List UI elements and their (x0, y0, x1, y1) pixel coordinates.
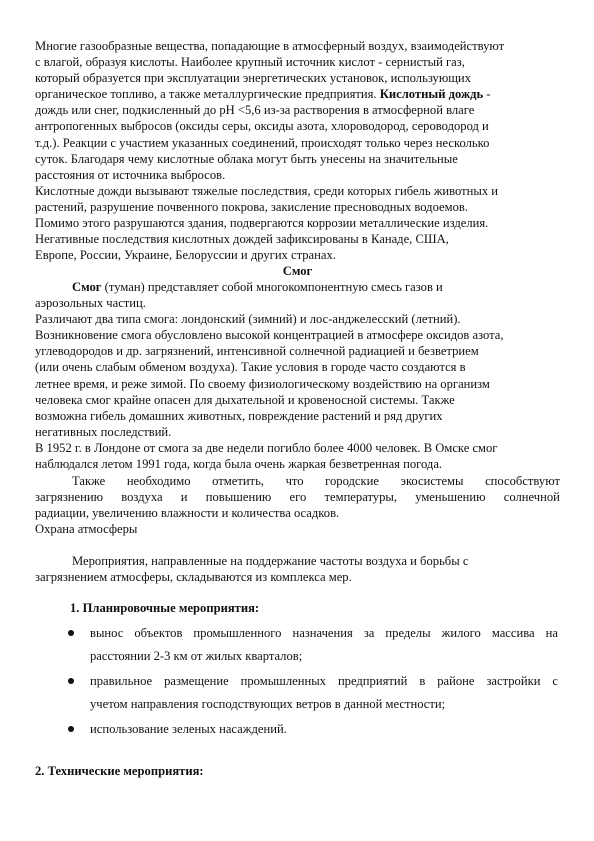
word: предприятий (337, 674, 408, 688)
paragraph-acid-rain-effects (35, 183, 560, 263)
paragraph-ecosystems (35, 473, 560, 537)
word: назначения (292, 626, 353, 640)
text-line: который образуется при эксплуатации энергетических установок, использующих (35, 71, 471, 86)
text-line: использование зеленых насаждений. (90, 722, 287, 736)
word: уменьшению (415, 490, 486, 505)
word: районе (437, 674, 475, 688)
smog-heading: Смог (282, 264, 313, 278)
text-line: Европе, России, Украине, Белоруссии и других странах. (35, 248, 336, 263)
word: что (285, 474, 304, 488)
text-line: Мероприятия, направленные на поддержание частоты воздуха и борьбы с (72, 554, 469, 568)
text-line: аэрозольных частиц. (35, 296, 146, 311)
word: жилого (441, 626, 481, 640)
word: вынос (90, 626, 124, 640)
text-line: растений, разрушение почвенного покрова, закисление пресноводных водоемов. (35, 200, 468, 215)
list-title-planning: 1. Планировочные мероприятия: (70, 601, 260, 615)
text-line: углеводородов и др. загрязнений, интенсивной солнечной радиацией и безветрием (35, 344, 479, 359)
justified-line (90, 670, 558, 693)
word: в (419, 674, 426, 688)
bullet-icon (68, 630, 74, 636)
word: и (180, 490, 188, 505)
word: промышленных (240, 674, 326, 688)
paragraph-measures (35, 553, 560, 585)
word: массива (491, 626, 535, 640)
text-line: загрязнением атмосферы, складываются из комплекса мер. (35, 570, 352, 585)
word: необходимо (126, 474, 191, 488)
text-line: Негативные последствия кислотных дождей зафиксированы в Канаде, США, (35, 232, 449, 247)
text-line: наблюдался летом 1991 года, когда была очень жаркая безветренная погода. (35, 457, 443, 472)
text-line: Возникновение смога обусловлено высокой концентрацией в атмосфере оксидов азота, (35, 328, 504, 343)
acid-rain-term: Кислотный дождь (379, 87, 484, 102)
text-span: - (483, 87, 491, 102)
justified-line (90, 622, 558, 645)
text-line: (или очень слабым обменом воздуха). Такие условия в городе часто создаются в (35, 360, 466, 375)
text-span: органическое топливо, а также металлургические предприятия. (35, 87, 377, 102)
text-line: Кислотные дожди вызывают тяжелые последствия, среди которых гибель животных и (35, 184, 499, 198)
text-line: негативных последствий. (35, 424, 172, 439)
word: застройки (486, 674, 541, 688)
word: городские (325, 474, 379, 488)
list-item-text (90, 718, 558, 741)
list-item-text (90, 670, 558, 716)
text-line: В 1952 г. в Лондоне от смога за две недели погибло более 4000 человек. В Омске смог (35, 440, 498, 455)
text-line: Многие газообразные вещества, попадающие в атмосферный воздух, взаимодействуют (35, 39, 505, 53)
list-item (58, 622, 558, 668)
paragraph-acids (35, 38, 560, 183)
text-line: летнее время, и реже зимой. По своему физиологическому воздействию на организм (35, 376, 490, 391)
paragraph-smog (35, 279, 560, 472)
text-line: суток. Благодаря чему кислотные облака могут быть унесены на значительные (35, 151, 458, 166)
text-line: антропогенных выбросов (оксиды серы, оксиды азота, хлороводород, сероводород и (35, 119, 489, 134)
word: повышению (205, 490, 272, 505)
bullet-icon (68, 678, 74, 684)
text-line: дождь или снег, подкисленный до pH <5,6 из-за растворения в атмосферной влаге (35, 103, 475, 118)
word: загрязнению (35, 490, 104, 505)
text-line: расстояния от источника выбросов. (35, 167, 226, 182)
word: температуры, (324, 490, 397, 505)
word: способствуют (485, 474, 560, 488)
text-line: с влагой, образуя кислоты. Наиболее крупный источник кислот - сернистый газ, (35, 55, 465, 70)
list-title-technical: 2. Технические мероприятия: (35, 764, 204, 778)
word: его (289, 490, 307, 505)
word: за (363, 626, 375, 640)
word: пределы (385, 626, 431, 640)
text-line (35, 86, 560, 102)
list-item (58, 718, 558, 741)
text-line: Различают два типа смога: лондонский (зимний) и лос-анджелесский (летний). (35, 312, 461, 327)
justified-line (35, 473, 560, 489)
list-item-text (90, 622, 558, 668)
protection-heading: Охрана атмосферы (35, 522, 138, 537)
word: отметить, (212, 474, 264, 488)
word: Также (72, 474, 106, 488)
text-line: радиации, увеличению влажности и количества осадков. (35, 506, 340, 521)
word: солнечной (503, 490, 560, 505)
list-item (58, 670, 558, 716)
word: объектов (134, 626, 183, 640)
word: воздуха (121, 490, 163, 505)
text-line: человека смог крайне опасен для дыхательной и кровеносной системы. Также (35, 392, 455, 407)
text-span: (туман) представляет собой многокомпонентную смесь газов и (101, 280, 443, 294)
text-line (35, 279, 560, 295)
text-line: расстоянии 2-3 км от жилых кварталов; (90, 649, 303, 663)
smog-term: Смог (72, 280, 102, 294)
word: с (552, 674, 558, 688)
word: промышленного (193, 626, 282, 640)
word: размещение (164, 674, 229, 688)
text-line: т.д.). Реакции с участием указанных соединений, происходят только через несколько (35, 135, 490, 150)
text-line: Помимо этого разрушаются здания, подвергаются коррозии металлические изделия. (35, 216, 489, 231)
word: правильное (90, 674, 153, 688)
text-line: возможна гибель домашних животных, повреждение растений и ряд других (35, 408, 443, 423)
word: на (545, 626, 558, 640)
justified-line (35, 489, 560, 505)
word: экосистемы (400, 474, 464, 488)
text-line: учетом направления господствующих ветров в данной местности; (90, 697, 446, 711)
bullet-icon (68, 726, 74, 732)
